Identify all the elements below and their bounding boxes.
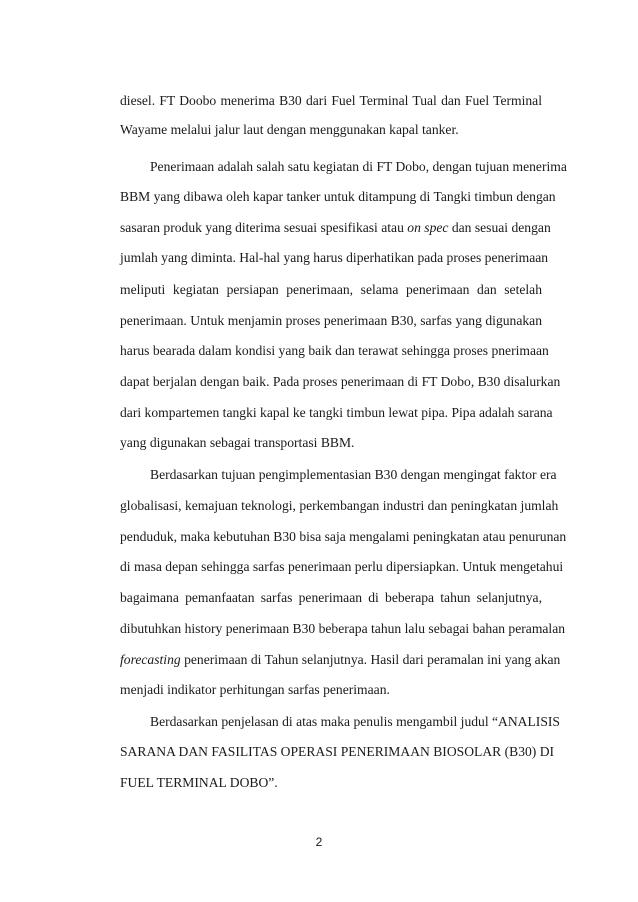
- text-line: Berdasarkan tujuan pengimplementasian B30 dengan mengingat faktor era: [150, 467, 557, 482]
- text-line: jumlah yang diminta. Hal-hal yang harus diperhatikan pada proses penerimaan: [120, 250, 549, 265]
- text-line: globalisasi, kemajuan teknologi, perkembangan industri dan peningkatan jumlah: [120, 498, 559, 513]
- text-line: menjadi indikator perhitungan sarfas penerimaan.: [120, 682, 390, 697]
- text-line: dapat berjalan dengan baik. Pada proses penerimaan di FT Dobo, B30 disalurkan: [120, 374, 561, 389]
- text-line: [120, 651, 561, 669]
- text-line: Penerimaan adalah salah satu kegiatan di FT Dobo, dengan tujuan menerima: [150, 159, 567, 174]
- text-segment: penerimaan di Tahun selanjutnya. Hasil dari peramalan ini yang akan: [180, 652, 561, 667]
- text-line: BBM yang dibawa oleh kapar tanker untuk ditampung di Tangki timbun dengan: [120, 189, 556, 204]
- text-line: FUEL TERMINAL DOBO”.: [120, 775, 278, 790]
- text-line: Berdasarkan penjelasan di atas maka penulis mengambil judul “ANALISIS: [150, 714, 560, 729]
- text-line: meliputi kegiatan persiapan penerimaan, selama penerimaan dan setelah: [120, 282, 542, 297]
- text-line: dari kompartemen tangki kapal ke tangki timbun lewat pipa. Pipa adalah sarana: [120, 405, 553, 420]
- text-line: SARANA DAN FASILITAS OPERASI PENERIMAAN BIOSOLAR (B30) DI: [120, 744, 555, 759]
- page-number: 2: [315, 835, 323, 849]
- text-line: dibutuhkan history penerimaan B30 beberapa tahun lalu sebagai bahan peramalan: [120, 621, 566, 636]
- text-line: yang digunakan sebagai transportasi BBM.: [120, 435, 355, 450]
- italic-term: on spec: [407, 220, 449, 235]
- text-segment: dan sesuai dengan: [448, 220, 551, 235]
- text-line: harus bearada dalam kondisi yang baik dan terawat sehingga proses pnerimaan: [120, 343, 549, 358]
- text-line: penerimaan. Untuk menjamin proses penerimaan B30, sarfas yang digunakan: [120, 313, 542, 328]
- text-line: di masa depan sehingga sarfas penerimaan perlu dipersiapkan. Untuk mengetahui: [120, 559, 564, 574]
- text-segment: sasaran produk yang diterima sesuai spesifikasi atau: [120, 220, 408, 235]
- text-line: diesel. FT Doobo menerima B30 dari Fuel Terminal Tual dan Fuel Terminal: [120, 93, 542, 108]
- text-line: penduduk, maka kebutuhan B30 bisa saja mengalami peningkatan atau penurunan: [120, 529, 567, 544]
- text-line: [120, 219, 551, 237]
- text-line: bagaimana pemanfaatan sarfas penerimaan di beberapa tahun selanjutnya,: [120, 590, 542, 605]
- italic-term: forecasting: [120, 652, 181, 667]
- text-line: Wayame melalui jalur laut dengan menggunakan kapal tanker.: [120, 122, 459, 137]
